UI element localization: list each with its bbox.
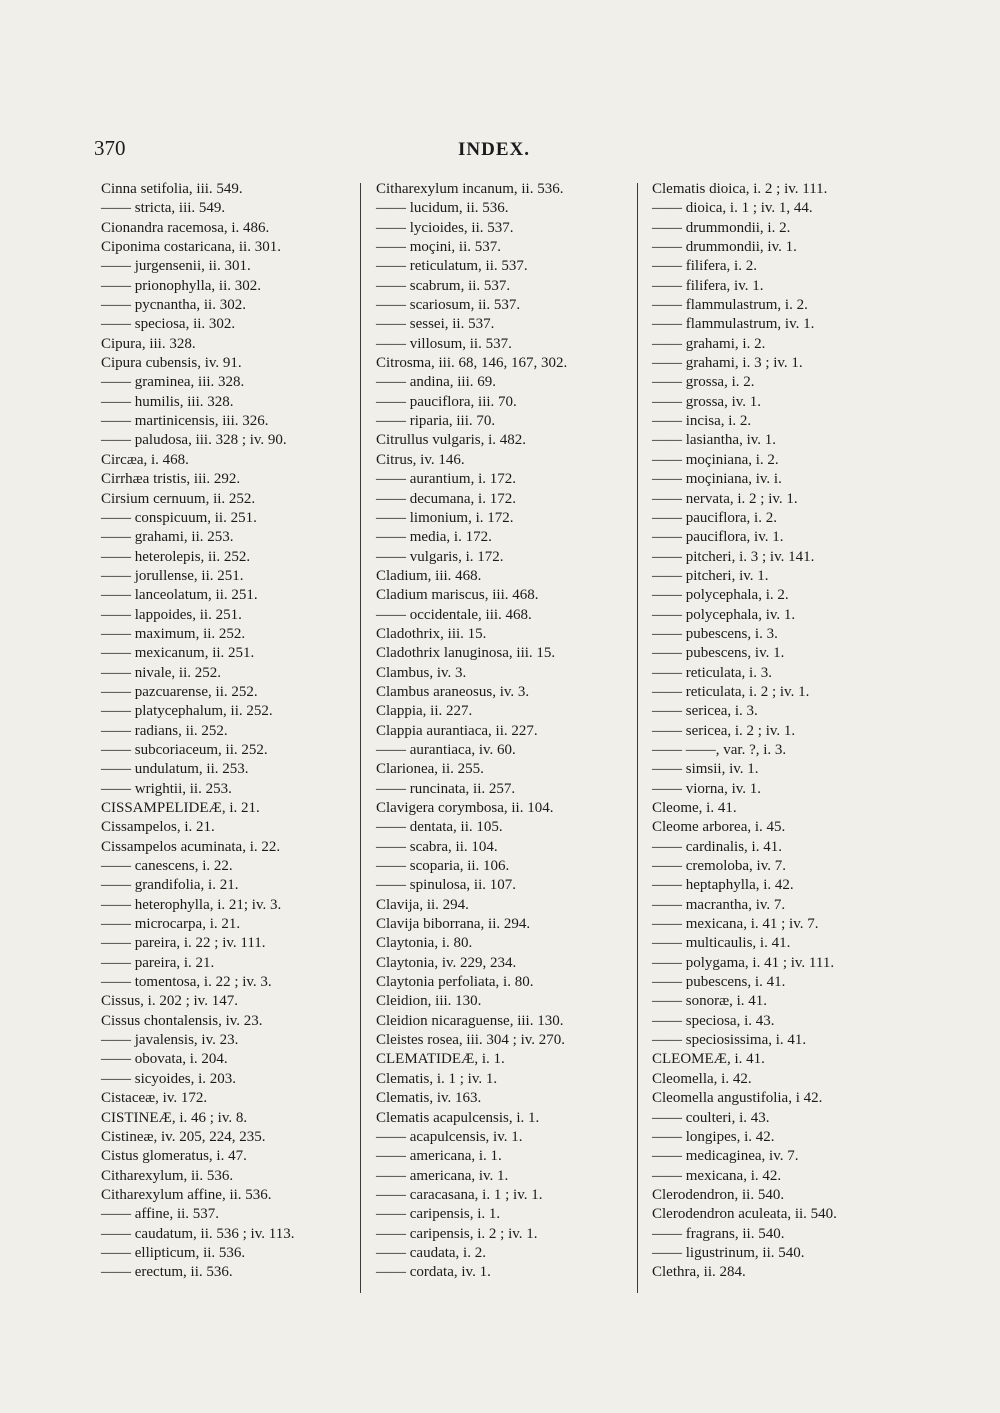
index-entry: —— lucidum, ii. 536. [376,200,509,217]
index-entry: —— scabrum, ii. 537. [376,277,511,294]
index-entry: —— runcinata, ii. 257. [376,780,516,797]
index-entry: —— flammulastrum, iv. 1. [652,316,815,333]
index-entry: —— mexicana, i. 41 ; iv. 7. [652,916,819,933]
index-entry: —— polycephala, iv. 1. [652,606,796,623]
index-entry: —— heterophylla, i. 21; iv. 3. [101,896,282,913]
index-entry: Cladium, iii. 468. [376,567,482,584]
index-entry: —— heterolepis, ii. 252. [101,548,251,565]
index-entry: —— pauciflora, iv. 1. [652,529,784,546]
index-entry: —— reticulata, i. 3. [652,664,772,681]
index-entry: Citharexylum affine, ii. 536. [101,1186,272,1203]
index-entry: —— conspicuum, ii. 251. [101,509,257,526]
index-entry: —— lappoides, ii. 251. [101,606,242,623]
index-entry: —— ligustrinum, ii. 540. [652,1244,805,1261]
index-entry: —— caripensis, i. 1. [376,1206,501,1223]
index-entry: —— prionophylla, ii. 302. [101,277,261,294]
index-entry: —— drummondii, iv. 1. [652,239,797,256]
index-entry: Clavija, ii. 294. [376,896,469,913]
index-entry: —— graminea, iii. 328. [101,374,245,391]
index-entry: —— cordata, iv. 1. [376,1264,491,1281]
index-entry: —— pareira, i. 22 ; iv. 111. [101,935,266,952]
index-entry: Clavigera corymbosa, ii. 104. [376,800,554,816]
index-entry: —— grahami, i. 2. [652,335,766,352]
index-entry: Clerodendron, ii. 540. [652,1186,785,1203]
index-entry: Cirsium cernuum, ii. 252. [101,490,256,507]
index-entry: —— medicaginea, iv. 7. [652,1148,799,1165]
index-entry: Claytonia perfoliata, i. 80. [376,974,534,991]
index-entry: —— fragrans, ii. 540. [652,1225,785,1242]
index-entry: —— pazcuarense, ii. 252. [101,683,258,700]
index-entry: Cleistes rosea, iii. 304 ; iv. 270. [376,1032,566,1049]
index-entry: —— speciosa, ii. 302. [101,316,236,333]
index-entry: —— cremoloba, iv. 7. [652,858,786,875]
index-entry: Cissampelos acuminata, i. 22. [101,838,281,855]
index-entry: CLEOMEÆ, i. 41. [652,1051,765,1068]
index-entry: —— mexicanum, ii. 251. [101,645,255,662]
index-entry: Citrullus vulgaris, i. 482. [376,432,526,449]
index-entry: Cinna setifolia, iii. 549. [101,181,243,197]
index-entry: Cissampelos, i. 21. [101,819,215,836]
index-entry: —— cardinalis, i. 41. [652,838,782,855]
index-entry: —— subcoriaceum, ii. 252. [101,741,268,758]
index-entry: Cirrhæa tristis, iii. 292. [101,471,241,488]
index-entry: Cistus glomeratus, i. 47. [101,1148,247,1165]
index-entry: —— ellipticum, ii. 536. [101,1244,246,1261]
index-entry: —— moçiniana, iv. i. [652,471,782,488]
index-entry: —— limonium, i. 172. [376,509,514,526]
index-entry: Clarionea, ii. 255. [376,761,484,778]
index-entry: Cionandra racemosa, i. 486. [101,219,270,236]
index-entry: Cleome arborea, i. 45. [652,819,786,836]
index-entry: Cladium mariscus, iii. 468. [376,587,539,604]
page-number: 370 [94,136,126,160]
index-column-1 [101,180,373,1283]
index-entry: Circæa, i. 468. [101,451,189,468]
index-column-3 [652,180,924,1283]
index-entry: —— jorullense, ii. 251. [101,567,244,584]
index-entry: —— polygama, i. 41 ; iv. 111. [652,954,835,971]
index-entry: —— coulteri, i. 43. [652,1109,770,1126]
index-entry: Clematis dioica, i. 2 ; iv. 111. [652,181,828,197]
index-entry: Cleomella, i. 42. [652,1070,752,1087]
index-entry: —— grahami, i. 3 ; iv. 1. [652,355,803,372]
index-entry: —— grossa, iv. 1. [652,393,762,410]
index-entry: Cistineæ, iv. 205, 224, 235. [101,1128,266,1145]
index-entry: —— media, i. 172. [376,529,492,546]
index-entry: Claytonia, i. 80. [376,935,473,952]
index-entry: —— filifera, iv. 1. [652,277,764,294]
index-entry: Cleidion, iii. 130. [376,993,482,1010]
index-entry: Cleomella angustifolia, i 42. [652,1090,823,1107]
index-entry: Clappia aurantiaca, ii. 227. [376,722,538,739]
index-entry: —— scoparia, ii. 106. [376,858,510,875]
index-entry: —— americana, iv. 1. [376,1167,509,1184]
index-entry: —— reticulatum, ii. 537. [376,258,528,275]
index-entry: Ciponima costaricana, ii. 301. [101,239,281,256]
index-entry: —— aurantium, i. 172. [376,471,516,488]
index-entry: —— speciosissima, i. 41. [652,1032,807,1049]
index-entry: —— lasiantha, iv. 1. [652,432,777,449]
index-entry: Cladothrix, iii. 15. [376,625,487,642]
index-entry: —— platycephalum, ii. 252. [101,703,273,720]
index-entry: —— grahami, ii. 253. [101,529,234,546]
index-entry: —— caudata, i. 2. [376,1244,486,1261]
index-entry: —— pubescens, i. 41. [652,974,786,991]
index-entry: —— flammulastrum, i. 2. [652,297,808,314]
index-entry: —— americana, i. 1. [376,1148,502,1165]
index-entry: Clethra, ii. 284. [652,1264,746,1281]
index-entry: —— wrightii, ii. 253. [101,780,232,797]
index-entry: Cissus, i. 202 ; iv. 147. [101,993,238,1010]
index-entry: —— affine, ii. 537. [101,1206,220,1223]
index-entry: —— caracasana, i. 1 ; iv. 1. [376,1186,543,1203]
index-entry: —— sicyoides, i. 203. [101,1070,236,1087]
index-entry: —— ——, var. ?, i. 3. [652,741,787,758]
index-entry: —— drummondii, i. 2. [652,219,791,236]
index-entry: Citharexylum incanum, ii. 536. [376,181,564,197]
index-entry: —— paludosa, iii. 328 ; iv. 90. [101,432,287,449]
index-entry: —— nervata, i. 2 ; iv. 1. [652,490,798,507]
index-entry: —— villosum, ii. 537. [376,335,512,352]
index-entry: —— vulgaris, i. 172. [376,548,504,565]
index-entry: —— pycnantha, ii. 302. [101,297,246,314]
index-entry: Clematis, iv. 163. [376,1090,482,1107]
index-entry: —— grossa, i. 2. [652,374,755,391]
index-entry: —— radians, ii. 252. [101,722,228,739]
index-entry: —— sericea, i. 3. [652,703,758,720]
index-entry: —— pauciflora, i. 2. [652,509,777,526]
index-entry: —— obovata, i. 204. [101,1051,228,1068]
index-entry: —— pareira, i. 21. [101,954,215,971]
index-entry: —— canescens, i. 22. [101,858,233,875]
index-entry: Cleidion nicaraguense, iii. 130. [376,1012,564,1029]
index-entry: Clambus araneosus, iv. 3. [376,683,530,700]
index-entry: Clematis, i. 1 ; iv. 1. [376,1070,498,1087]
index-entry: —— andina, iii. 69. [376,374,496,391]
index-entry: —— moçiniana, i. 2. [652,451,779,468]
index-entry: —— incisa, i. 2. [652,413,752,430]
index-entry: —— lanceolatum, ii. 251. [101,587,258,604]
index-entry: —— occidentale, iii. 468. [376,606,532,623]
index-entry: —— erectum, ii. 536. [101,1264,233,1281]
index-entry: —— undulatum, ii. 253. [101,761,249,778]
index-entry: —— dioica, i. 1 ; iv. 1, 44. [652,200,813,217]
index-entry: —— grandifolia, i. 21. [101,877,239,894]
index-entry: —— simsii, iv. 1. [652,761,759,778]
index-entry: —— acapulcensis, iv. 1. [376,1128,523,1145]
index-entry: Citharexylum, ii. 536. [101,1167,234,1184]
index-entry: —— spinulosa, ii. 107. [376,877,517,894]
index-entry: Clerodendron aculeata, ii. 540. [652,1206,837,1223]
index-entry: Cladothrix lanuginosa, iii. 15. [376,645,556,662]
index-entry: —— sonoræ, i. 41. [652,993,768,1010]
index-entry: CISSAMPELIDEÆ, i. 21. [101,800,260,816]
index-entry: —— stricta, iii. 549. [101,200,226,217]
page-title: INDEX. [458,139,530,160]
index-entry: Cleome, i. 41. [652,800,737,816]
index-entry: Clematis acapulcensis, i. 1. [376,1109,540,1126]
index-entry: —— multicaulis, i. 41. [652,935,791,952]
index-entry: Cissus chontalensis, iv. 23. [101,1012,263,1029]
index-entry: —— macrantha, iv. 7. [652,896,786,913]
index-entry: —— jurgensenii, ii. 301. [101,258,251,275]
index-entry: —— martinicensis, iii. 326. [101,413,269,430]
index-entry: —— mexicana, i. 42. [652,1167,782,1184]
index-entry: —— moçini, ii. 537. [376,239,501,256]
index-entry: —— javalensis, iv. 23. [101,1032,239,1049]
index-entry: —— scariosum, ii. 537. [376,297,521,314]
index-entry: —— sericea, i. 2 ; iv. 1. [652,722,796,739]
index-entry: —— pubescens, i. 3. [652,625,778,642]
index-entry: —— filifera, i. 2. [652,258,757,275]
index-entry: —— caudatum, ii. 536 ; iv. 113. [101,1225,295,1242]
index-entry: CLEMATIDEÆ, i. 1. [376,1051,505,1068]
index-entry: —— microcarpa, i. 21. [101,916,241,933]
index-entry: —— caripensis, i. 2 ; iv. 1. [376,1225,538,1242]
index-entry: Cipura, iii. 328. [101,335,196,352]
index-entry: —— polycephala, i. 2. [652,587,789,604]
index-entry: Citrosma, iii. 68, 146, 167, 302. [376,355,568,372]
index-entry: —— pitcheri, iv. 1. [652,567,769,584]
index-entry: Claytonia, iv. 229, 234. [376,954,517,971]
index-entry: Cistaceæ, iv. 172. [101,1090,208,1107]
index-entry: —— pubescens, iv. 1. [652,645,785,662]
index-entry: Citrus, iv. 146. [376,451,465,468]
index-entry: Clambus, iv. 3. [376,664,467,681]
index-entry: —— pitcheri, i. 3 ; iv. 141. [652,548,815,565]
index-column-2 [376,180,648,1283]
index-entry: —— viorna, iv. 1. [652,780,762,797]
index-entry: —— nivale, ii. 252. [101,664,221,681]
index-entry: —— speciosa, i. 43. [652,1012,775,1029]
index-entry: —— humilis, iii. 328. [101,393,234,410]
index-entry: —— lycioides, ii. 537. [376,219,514,236]
index-entry: Clappia, ii. 227. [376,703,473,720]
index-entry: —— maximum, ii. 252. [101,625,246,642]
index-entry: CISTINEÆ, i. 46 ; iv. 8. [101,1109,248,1126]
index-entry: —— pauciflora, iii. 70. [376,393,517,410]
index-entry: —— sessei, ii. 537. [376,316,495,333]
index-entry: —— longipes, i. 42. [652,1128,775,1145]
index-entry: Clavija biborrana, ii. 294. [376,916,531,933]
index-entry: —— dentata, ii. 105. [376,819,503,836]
index-entry: —— scabra, ii. 104. [376,838,498,855]
index-entry: Cipura cubensis, iv. 91. [101,355,242,372]
index-entry: —— riparia, iii. 70. [376,413,496,430]
index-entry: —— tomentosa, i. 22 ; iv. 3. [101,974,272,991]
index-entry: —— decumana, i. 172. [376,490,516,507]
index-entry: —— reticulata, i. 2 ; iv. 1. [652,683,810,700]
index-entry: —— heptaphylla, i. 42. [652,877,794,894]
index-entry: —— aurantiaca, iv. 60. [376,741,516,758]
